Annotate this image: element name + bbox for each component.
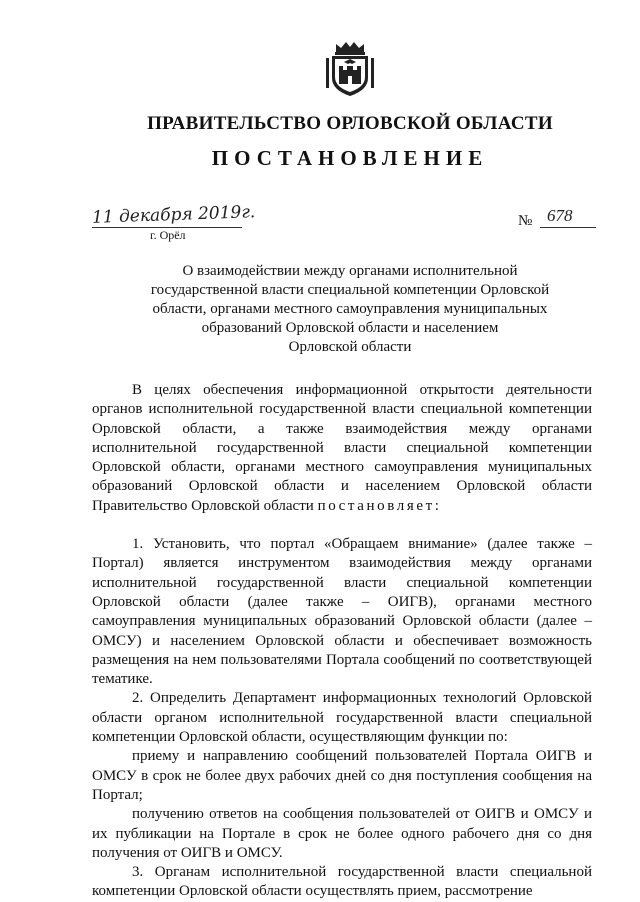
document-city: г. Орёл [150, 228, 186, 242]
organization-title: ПРАВИТЕЛЬСТВО ОРЛОВСКОЙ ОБЛАСТИ [147, 113, 553, 134]
document-type: ПОСТАНОВЛЕНИЕ [211, 146, 489, 170]
document-body [92, 381, 592, 902]
number-underline [540, 227, 596, 228]
document-number: 678 [547, 206, 573, 225]
paragraph-3: 3. Органам исполнительной государственной власти специальной компетенции Орловской области осуществлять прием, рассмотрение [92, 864, 592, 900]
title-line: образований Орловской области и населением [201, 320, 499, 336]
title-line: области, органами местного самоуправления муниципальных [152, 301, 548, 317]
paragraph-1: 1. Установить, что портал «Обращаем внимание» (далее также – Портал) является инструментом взаимодействия между органами исполнительной государственной власти специальной компетенции Орловской области (далее также – ОИГВ), органами местного самоуправления муниципальных образований Орловской области (далее – ОМСУ) и населением Орловской области и обеспечивает возможность размещения на нем пользователями Портала сообщений по соответствующей тематике. [92, 536, 592, 688]
title-line: О взаимодействии между органами исполнительной [182, 263, 518, 279]
preamble-paragraph [92, 381, 592, 516]
paragraph-2a: приему и направлению сообщений пользователей Портала ОИГВ и ОМСУ в срок не более двух рабочих дней со дня поступления сообщения на Портал; [92, 748, 592, 803]
document-title [120, 262, 580, 357]
document-date: 11 декабря 2019г. [91, 202, 256, 228]
paragraph-2b: получению ответов на сообщения пользователей от ОИГВ и ОМСУ и их публикации на Портале в срок не более одного рабочего дня со дня получения от ОИГВ и ОМСУ. [92, 806, 592, 861]
decree-word: постановляет: [317, 497, 442, 514]
title-line: государственной власти специальной компетенции Орловской [150, 282, 550, 298]
paragraph-2: 2. Определить Департамент информационных технологий Орловской области органом исполнительной государственной власти специальной компетенции Орловской области, осуществляющим функции по: [92, 690, 592, 746]
title-line: Орловской области [288, 339, 412, 355]
orel-coat-of-arms-icon [326, 40, 374, 98]
preamble-text: В целях обеспечения информационной открытости деятельности органов исполнительной государственной власти специальной компетенции Орловской области, а также взаимодействия между органами исполнительной государственной власти специальной компетенции Орловской области, органами местного самоуправления муниципальных образований Орловской области и населением Орловской области Правительство Орловской области [92, 382, 592, 514]
number-label: № [518, 213, 533, 229]
